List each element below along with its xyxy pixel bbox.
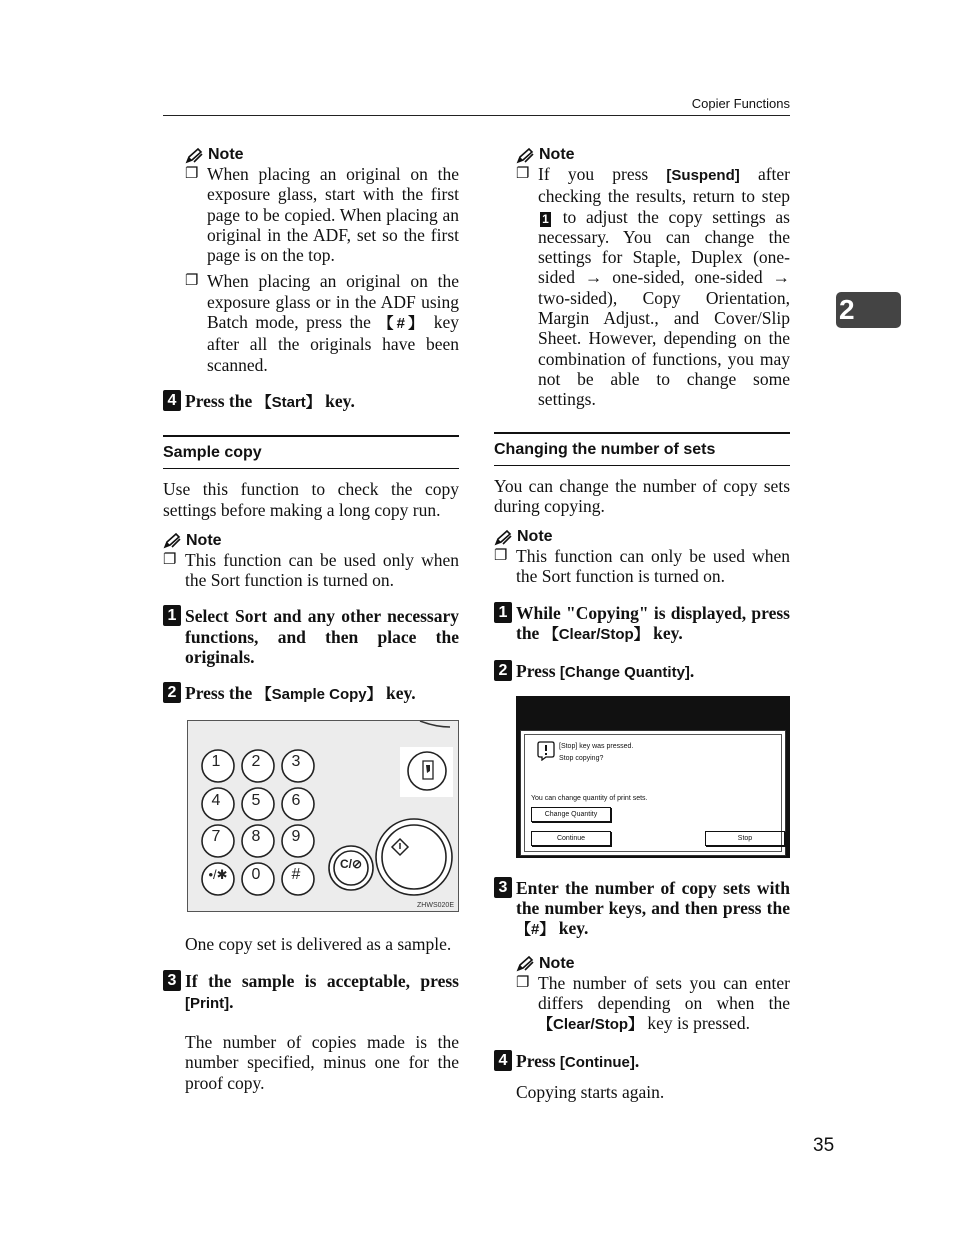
step-3-result: The number of copies made is the number specified, minus one for the proof copy. [185, 1032, 459, 1093]
keypad-key: 8 [251, 827, 261, 845]
note-item: ❐ This function can only be used when the Sort function is turned on. [494, 546, 790, 587]
change-quantity-button[interactable]: Change Quantity [531, 807, 611, 822]
page-number: 35 [813, 1135, 835, 1156]
pencil-icon [516, 955, 535, 972]
keypad-key: 5 [251, 791, 261, 809]
step-ref-badge: 1 [540, 212, 551, 227]
figure-code: ZHWS020E [417, 901, 454, 909]
keypad-key: 3 [291, 752, 301, 770]
intro-paragraph: You can change the number of copy sets during copying. [494, 475, 790, 516]
note-block [494, 528, 790, 587]
note-heading: Note [516, 146, 790, 164]
keypad-key: 6 [291, 791, 301, 809]
step-4: 4 Press [Continue]. [494, 1051, 790, 1073]
step-1: 1 Select Sort and any other necessary functions, and then place the originals. [163, 606, 459, 667]
note-heading: Note [163, 532, 459, 550]
checkbox-icon: ❐ [516, 166, 530, 182]
section-heading-number-of-sets: Changing the number of sets [494, 432, 790, 466]
note-heading: Note [516, 955, 790, 973]
header-rule [163, 115, 790, 116]
note-item: ❐ The number of sets you can enter differs depending on when the 【Clear/Stop】 key is pressed. [516, 973, 790, 1036]
note-heading: Note [185, 146, 459, 164]
keypad-key: 2 [251, 752, 261, 770]
right-column [494, 146, 790, 1120]
stop-button[interactable]: Stop [705, 831, 785, 846]
checkbox-icon: ❐ [185, 166, 199, 182]
lcd-message: Stop copying? [559, 754, 604, 762]
note-block [516, 146, 790, 410]
clear-stop-key: C/⊘ [339, 856, 363, 871]
note-block [163, 532, 459, 591]
keypad-key: 7 [211, 827, 221, 845]
pencil-icon [494, 529, 513, 546]
step-4: 4 Press the 【Start】 key. [163, 391, 459, 413]
note-item: ❐ If you press [Suspend] after checking the results, return to step 1 to adjust the copy settings as necessary. You can change the settings for Staple, Duplex (one-sided → one-sided, one-sided → two-sided), Copy Orientation, Margin Adjust., and Cover/Slip Sheet. However, depending on the combination of functions, you may not be able to change some settings. [516, 164, 790, 410]
exclamation-icon [537, 741, 555, 761]
lcd-screen-illustration [516, 696, 790, 858]
checkbox-icon: ❐ [516, 974, 530, 991]
note-heading: Note [494, 528, 790, 546]
keypad-key: 9 [291, 827, 301, 845]
pencil-icon [163, 532, 182, 549]
note-item: ❐ When placing an original on the exposure glass, start with the first page to be copied. When placing an original in the ADF, set so the first page is on the top. [185, 164, 459, 266]
pencil-icon [516, 147, 535, 164]
section-heading-sample-copy: Sample copy [163, 435, 459, 469]
note-item: ❐ When placing an original on the exposure glass or in the ADF using Batch mode, press the 【#】 key after all the originals have been scanned. [185, 271, 459, 375]
keypad-key: 4 [211, 791, 221, 809]
step-2: 2 Press [Change Quantity]. [494, 661, 790, 683]
step-1: 1 While "Copying" is displayed, press the 【Clear/Stop】 key. [494, 603, 790, 646]
keypad-figure [188, 721, 458, 911]
note-item: ❐ This function can be used only when the Sort function is turned on. [163, 549, 459, 591]
keypad-key: # [291, 865, 301, 883]
pencil-icon [185, 147, 204, 164]
note-block [185, 146, 459, 375]
checkbox-icon: ❐ [163, 551, 177, 568]
step-2: 2 Press the 【Sample Copy】 key. [163, 683, 459, 705]
lcd-message: You can change quantity of print sets. [531, 794, 648, 802]
step-3: 3 Enter the number of copy sets with the number keys, and then press the 【#】 key. [494, 878, 790, 941]
step-4-result: Copying starts again. [516, 1081, 665, 1102]
checkbox-icon: ❐ [494, 548, 508, 565]
left-column [163, 146, 459, 1110]
intro-paragraph: Use this function to check the copy settings before making a long copy run. [163, 479, 459, 520]
lcd-dialog [520, 730, 786, 856]
keypad-key: 0 [251, 865, 261, 883]
lcd-message: [Stop] key was pressed. [559, 742, 634, 750]
keypad-illustration [187, 720, 459, 912]
keypad-key: 1 [211, 752, 221, 770]
step-2-result: One copy set is delivered as a sample. [185, 933, 452, 954]
checkbox-icon: ❐ [185, 273, 199, 290]
step-3: 3 If the sample is acceptable, press [Print]. [163, 971, 459, 1014]
running-header: Copier Functions [691, 96, 790, 111]
chapter-tab: 2 [836, 292, 901, 328]
note-block [516, 955, 790, 1036]
keypad-key: •/✱ [208, 866, 228, 882]
continue-button[interactable]: Continue [531, 831, 611, 846]
